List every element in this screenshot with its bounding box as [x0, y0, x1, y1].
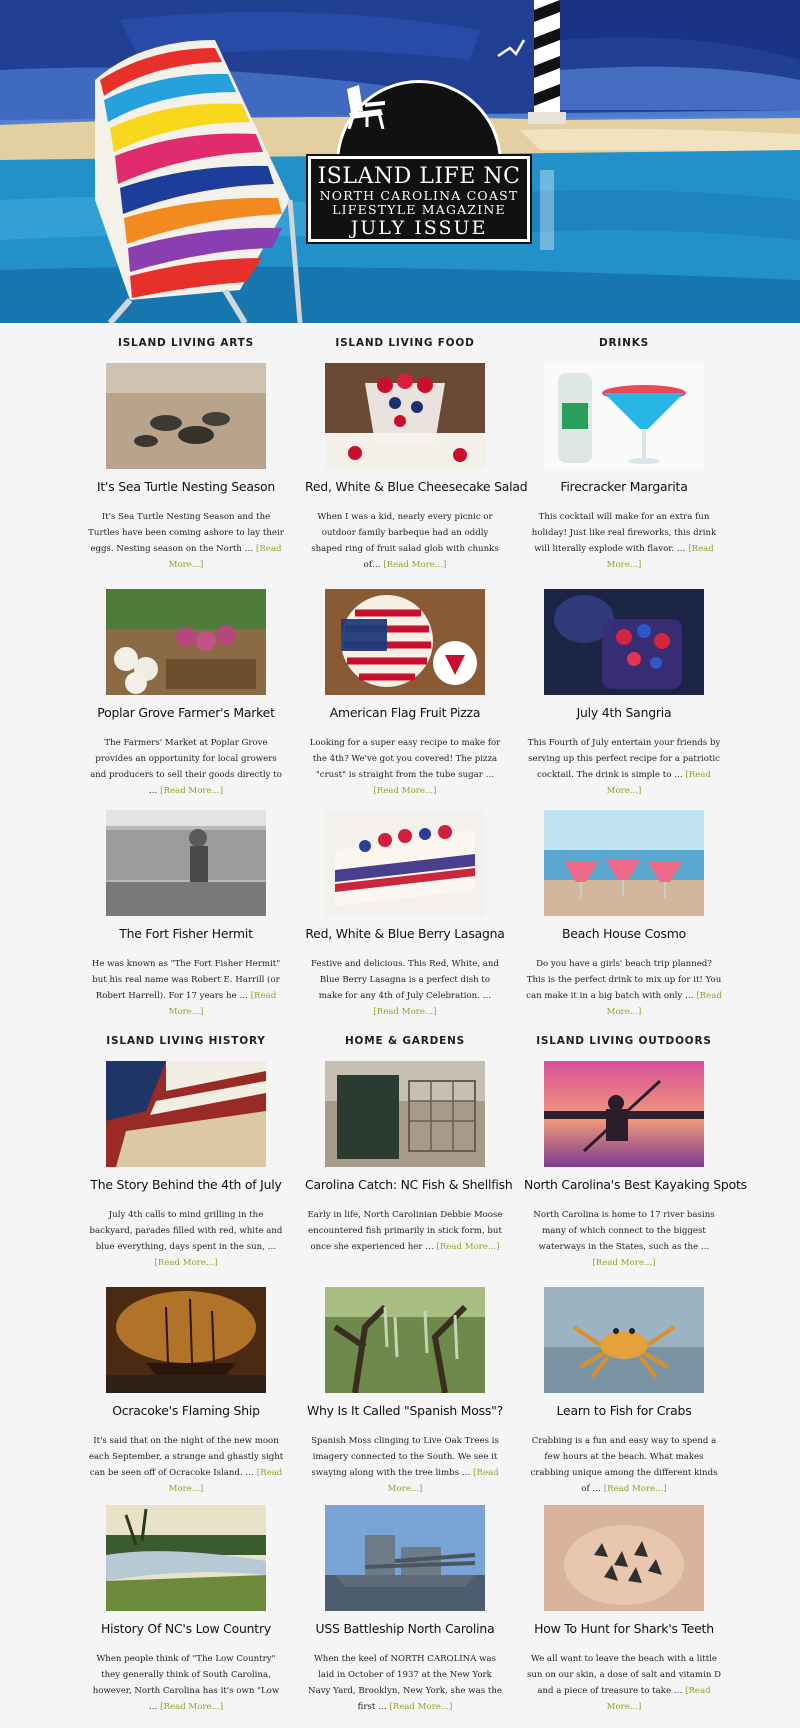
- read-more-link[interactable]: [Read More...]: [160, 1702, 224, 1712]
- hermit-image: [106, 810, 266, 916]
- spanish-moss-image: [325, 1287, 485, 1393]
- article-card[interactable]: [305, 589, 505, 799]
- logo-title: ISLAND LIFE NC: [317, 164, 521, 189]
- margarita-image: [544, 363, 704, 469]
- article-card[interactable]: [524, 1505, 724, 1715]
- article-card[interactable]: [86, 589, 286, 799]
- article-card[interactable]: [86, 1505, 286, 1715]
- article-title[interactable]: Firecracker Margarita: [560, 479, 688, 494]
- article-thumbnail[interactable]: [325, 363, 485, 469]
- article-title[interactable]: Red, White & Blue Cheesecake Salad: [305, 479, 528, 494]
- read-more-link[interactable]: [Read More...]: [154, 1258, 218, 1268]
- section-header-arts[interactable]: ISLAND LIVING ARTS: [117, 337, 254, 349]
- read-more-link[interactable]: [Read More...]: [606, 1686, 711, 1712]
- article-title[interactable]: USS Battleship North Carolina: [315, 1621, 495, 1636]
- article-excerpt: [86, 1651, 286, 1715]
- read-more-link[interactable]: [Read More...]: [168, 1468, 283, 1494]
- article-thumbnail[interactable]: [544, 1505, 704, 1611]
- article-card[interactable]: [305, 810, 505, 1020]
- read-more-link[interactable]: [Read More...]: [436, 1242, 500, 1252]
- article-card[interactable]: [305, 363, 528, 573]
- kayak-sunset-image: [544, 1061, 704, 1167]
- excerpt-text: Festive and delicious. This Red, White, and Blue Berry Lasagna is a perfect dish to make for any 4th of July Celebration. …: [311, 959, 499, 1001]
- article-excerpt: [524, 735, 724, 799]
- article-thumbnail[interactable]: [106, 1287, 266, 1393]
- article-thumbnail[interactable]: [106, 810, 266, 916]
- article-excerpt: [86, 735, 286, 799]
- excerpt-text: The Farmers' Market at Poplar Grove provides an opportunity for local growers and producers to sell their goods directly to …: [90, 738, 282, 796]
- article-title[interactable]: It's Sea Turtle Nesting Season: [96, 479, 276, 494]
- article-excerpt: [524, 956, 724, 1020]
- article-title[interactable]: The Story Behind the 4th of July: [90, 1177, 282, 1192]
- farmers-market-image: [106, 589, 266, 695]
- section-header-outdoors[interactable]: ISLAND LIVING OUTDOORS: [536, 1035, 712, 1047]
- article-excerpt: [524, 509, 724, 573]
- logo-subtitle-1: NORTH CAROLINA COAST: [319, 188, 519, 203]
- article-excerpt: [524, 1433, 724, 1497]
- article-title[interactable]: Ocracoke's Flaming Ship: [112, 1403, 260, 1418]
- article-excerpt: [524, 1651, 724, 1715]
- excerpt-text: Do you have a girls' beach trip planned? This is the perfect drink to mix up for it! You can make it in a big batch with only …: [526, 959, 722, 1001]
- article-excerpt: [86, 1207, 286, 1271]
- magazine-logo[interactable]: [308, 80, 530, 242]
- article-card[interactable]: [524, 1287, 724, 1497]
- low-country-marsh-image: [106, 1505, 266, 1611]
- article-thumbnail[interactable]: [544, 1287, 704, 1393]
- article-excerpt: [305, 1651, 505, 1715]
- article-card[interactable]: [524, 1061, 747, 1271]
- section-header-food[interactable]: ISLAND LIVING FOOD: [335, 337, 475, 349]
- article-thumbnail[interactable]: [544, 1061, 704, 1167]
- excerpt-text: It's said that on the night of the new moon each September, a strange and ghastly sight can be seen off of Ocracoke Island. …: [88, 1436, 284, 1478]
- read-more-link[interactable]: [Read More...]: [383, 560, 447, 570]
- excerpt-text: When I was a kid, nearly every picnic or outdoor family barbeque had an oddly shaped ring of fruit salad glob with chunks of…: [311, 512, 499, 570]
- sangria-image: [544, 589, 704, 695]
- article-title[interactable]: Poplar Grove Farmer's Market: [97, 705, 275, 720]
- article-thumbnail[interactable]: [544, 589, 704, 695]
- read-more-link[interactable]: [Read More...]: [606, 770, 711, 796]
- article-excerpt: [305, 735, 505, 799]
- read-more-link[interactable]: [Read More...]: [160, 786, 224, 796]
- article-excerpt: [86, 509, 286, 573]
- article-excerpt: [86, 1433, 286, 1497]
- flag-pizza-image: [325, 589, 485, 695]
- carolina-catch-image: [325, 1061, 485, 1167]
- article-title[interactable]: Learn to Fish for Crabs: [556, 1403, 692, 1418]
- article-card[interactable]: [305, 1505, 505, 1715]
- excerpt-text: Spanish Moss clinging to Live Oak Trees is imagery connected to the South. We see it swaying along with the tree limbs …: [311, 1436, 499, 1478]
- excerpt-text: North Carolina is home to 17 river basins many of which connect to the biggest waterways in the States, such as the …: [533, 1210, 715, 1252]
- adirondack-chair-icon: [339, 83, 389, 129]
- article-title[interactable]: American Flag Fruit Pizza: [329, 705, 481, 720]
- article-card[interactable]: [86, 810, 286, 1020]
- berry-lasagna-image: [325, 810, 485, 916]
- article-title[interactable]: North Carolina's Best Kayaking Spots: [524, 1177, 747, 1192]
- excerpt-text: Looking for a super easy recipe to make for the 4th? We've got you covered! The pizza "crust" is straight from the tube sugar …: [309, 738, 501, 780]
- article-title[interactable]: History Of NC's Low Country: [101, 1621, 271, 1636]
- logo-subtitle-2: LIFESTYLE MAGAZINE: [332, 202, 506, 217]
- read-more-link[interactable]: [Read More...]: [389, 1702, 453, 1712]
- excerpt-text: This cocktail will make for an extra fun holiday! Just like real fireworks, this drink will literally explode with flavor. …: [531, 512, 717, 554]
- article-thumbnail[interactable]: [325, 589, 485, 695]
- article-thumbnail[interactable]: [325, 1287, 485, 1393]
- article-title[interactable]: Why Is It Called "Spanish Moss"?: [306, 1403, 504, 1418]
- excerpt-text: Early in life, North Carolinian Debbie Moose encountered fish primarily in stick form, but once she experienced her …: [307, 1210, 503, 1252]
- article-thumbnail[interactable]: [106, 589, 266, 695]
- article-title[interactable]: Red, White & Blue Berry Lasagna: [305, 926, 505, 941]
- flag-declaration-image: [106, 1061, 266, 1167]
- article-thumbnail[interactable]: [544, 810, 704, 916]
- cosmo-image: [544, 810, 704, 916]
- article-thumbnail[interactable]: [325, 1061, 485, 1167]
- cheesecake-salad-image: [325, 363, 485, 469]
- logo-text-box: [308, 156, 530, 242]
- ghost-crab-image: [544, 1287, 704, 1393]
- read-more-link[interactable]: [Read More...]: [387, 1468, 499, 1494]
- read-more-link[interactable]: [Read More...]: [603, 1484, 667, 1494]
- article-card[interactable]: [86, 363, 286, 573]
- article-thumbnail[interactable]: [106, 1505, 266, 1611]
- read-more-link[interactable]: [Read More...]: [373, 786, 437, 796]
- article-thumbnail[interactable]: [106, 1061, 266, 1167]
- excerpt-text: When the keel of NORTH CAROLINA was laid in October of 1937 at the New York Navy Yard, Brooklyn, New York, she was the first …: [308, 1654, 502, 1712]
- battleship-image: [325, 1505, 485, 1611]
- section-header-home-gardens[interactable]: HOME & GARDENS: [344, 1035, 466, 1047]
- sharks-teeth-image: [544, 1505, 704, 1611]
- article-excerpt: [305, 1207, 505, 1255]
- read-more-link[interactable]: [Read More...]: [168, 544, 282, 570]
- section-header-drinks[interactable]: DRINKS: [599, 337, 649, 349]
- article-thumbnail[interactable]: [544, 363, 704, 469]
- section-header-history[interactable]: ISLAND LIVING HISTORY: [106, 1035, 266, 1047]
- read-more-link[interactable]: [Read More...]: [168, 991, 277, 1017]
- excerpt-text: Crabbing is a fun and easy way to spend a few hours at the beach. What makes crabbing unique among the different kinds of …: [530, 1436, 718, 1494]
- article-excerpt: [305, 1433, 505, 1497]
- article-thumbnail[interactable]: [106, 363, 266, 469]
- hero-banner: [0, 0, 800, 323]
- excerpt-text: This Fourth of July entertain your friends by serving up this perfect recipe for a patriotic cocktail. The drink is simple to …: [527, 738, 721, 780]
- article-thumbnail[interactable]: [325, 810, 485, 916]
- read-more-link[interactable]: [Read More...]: [606, 991, 722, 1017]
- article-title[interactable]: July 4th Sangria: [576, 705, 672, 720]
- article-excerpt: [86, 956, 286, 1020]
- read-more-link[interactable]: [Read More...]: [606, 544, 714, 570]
- article-thumbnail[interactable]: [325, 1505, 485, 1611]
- article-card[interactable]: [524, 363, 724, 573]
- read-more-link[interactable]: [Read More...]: [592, 1258, 656, 1268]
- excerpt-text: It's Sea Turtle Nesting Season and the Turtles have been coming ashore to lay their eggs. Nesting season on the North …: [88, 512, 284, 554]
- flaming-ship-image: [106, 1287, 266, 1393]
- article-excerpt: [305, 956, 505, 1020]
- article-title[interactable]: Beach House Cosmo: [561, 926, 687, 941]
- article-card[interactable]: [86, 1287, 286, 1497]
- article-card[interactable]: [305, 1287, 505, 1497]
- logo-issue: JULY ISSUE: [350, 217, 488, 239]
- article-card[interactable]: [305, 1061, 513, 1255]
- read-more-link[interactable]: [Read More...]: [373, 1007, 437, 1017]
- article-title[interactable]: Carolina Catch: NC Fish & Shellfish: [305, 1177, 513, 1192]
- excerpt-text: July 4th calls to mind grilling in the backyard, parades filled with red, white and blue everything, days spent in the sun, …: [89, 1210, 283, 1252]
- excerpt-text: He was known as "The Fort Fisher Hermit" but his real name was Robert E. Harrill (or Robert Harrell). For 17 years he …: [91, 959, 281, 1001]
- sea-turtle-image: [106, 363, 266, 469]
- article-card[interactable]: [524, 589, 724, 799]
- article-excerpt: [305, 509, 505, 573]
- article-card[interactable]: [524, 810, 724, 1020]
- article-card[interactable]: [86, 1061, 286, 1271]
- article-title[interactable]: The Fort Fisher Hermit: [119, 926, 253, 941]
- excerpt-text: When people think of "The Low Country" they generally think of South Carolina, however, North Carolina has it's own "Low …: [92, 1654, 280, 1712]
- article-title[interactable]: How To Hunt for Shark's Teeth: [534, 1621, 714, 1636]
- excerpt-text: We all want to leave the beach with a little sun on our skin, a dose of salt and vitamin D and a piece of treasure to take …: [526, 1654, 721, 1696]
- article-excerpt: [524, 1207, 724, 1271]
